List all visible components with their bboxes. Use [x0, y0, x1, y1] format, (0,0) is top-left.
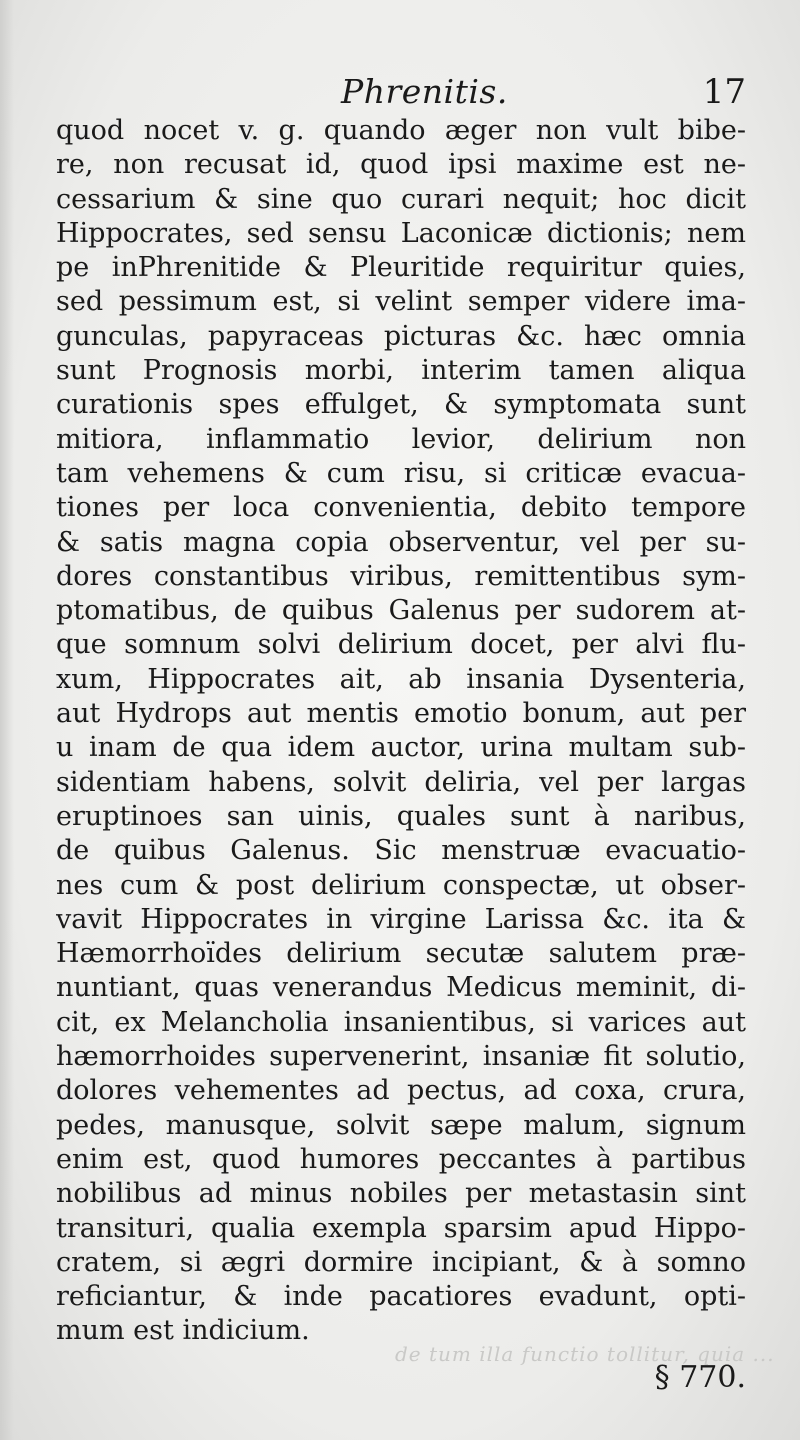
page-header — [56, 72, 746, 116]
text-line: sed pessimum est, si velint semper videre ima- — [56, 286, 746, 318]
catchword: § 770. — [654, 1360, 746, 1395]
text-line: sidentiam habens, solvit deliria, vel per largas — [56, 766, 746, 798]
text-line: tiones per loca convenientia, debito tempore — [56, 492, 746, 524]
text-line: que somnum solvi delirium docet, per alvi flu- — [56, 629, 746, 661]
text-line: de quibus Galenus. Sic menstruæ evacuatio- — [56, 835, 746, 867]
text-line: eruptinoes san uinis, quales sunt à naribus, — [56, 800, 746, 832]
text-line: nobilibus ad minus nobiles per metastasin sint — [56, 1178, 746, 1210]
text-line: cratem, si ægri dormire incipiant, & à somno — [56, 1246, 746, 1278]
running-title: Phrenitis. — [341, 72, 508, 111]
text-line: quod nocet v. g. quando æger non vult bibe- — [56, 115, 746, 146]
text-line: pe inPhrenitide & Pleuritide requiritur quies, — [56, 252, 746, 284]
text-line: pedes, manusque, solvit sæpe malum, signum — [56, 1109, 746, 1141]
text-line: re, non recusat id, quod ipsi maxime est ne- — [56, 149, 746, 181]
text-line: enim est, quod humores peccantes à partibus — [56, 1143, 746, 1175]
text-line: dores constantibus viribus, remittentibus sym- — [56, 560, 746, 592]
page-number: 17 — [702, 72, 746, 112]
text-line: Hippocrates, sed sensu Laconicæ dictionis; nem — [56, 217, 746, 249]
text-line: ptomatibus, de quibus Galenus per sudorem at- — [56, 595, 746, 627]
text-line: cessarium & sine quo curari nequit; hoc dicit — [56, 183, 746, 215]
text-line: mitiora, inflammatio levior, delirium non — [56, 423, 746, 455]
text-line: nes cum & post delirium conspectæ, ut obser- — [56, 869, 746, 901]
text-line: u inam de qua idem auctor, urina multam sub- — [56, 732, 746, 764]
text-line: Hæmorrhoïdes delirium secutæ salutem præ- — [56, 938, 746, 970]
page-edge-shadow — [0, 0, 14, 1440]
text-line: tam vehemens & cum risu, si criticæ evacua- — [56, 457, 746, 489]
text-line: mum est indicium. — [56, 1315, 310, 1347]
bleed-through-text: de tum illa functio tollitur, quia ... — [395, 1342, 775, 1366]
text-line: nuntiant, quas venerandus Medicus meminit, di- — [56, 972, 746, 1004]
text-line: sunt Prognosis morbi, interim tamen aliqua — [56, 355, 746, 387]
body-text — [56, 114, 746, 1349]
text-line: vavit Hippocrates in virgine Larissa &c. ita & — [56, 903, 746, 935]
text-line: xum, Hippocrates ait, ab insania Dysenteria, — [56, 663, 746, 695]
text-line: transituri, qualia exempla sparsim apud Hippo- — [56, 1212, 746, 1244]
text-line: cit, ex Melancholia insanientibus, si varices aut — [56, 1006, 746, 1038]
text-line: dolores vehementes ad pectus, ad coxa, crura, — [56, 1075, 746, 1107]
text-line: reficiantur, & inde pacatiores evadunt, opti- — [56, 1281, 746, 1313]
text-line: aut Hydrops aut mentis emotio bonum, aut per — [56, 698, 746, 730]
text-line: & satis magna copia observentur, vel per su- — [56, 526, 746, 558]
text-line: gunculas, papyraceas picturas &c. hæc omnia — [56, 320, 746, 352]
text-line: hæmorrhoides supervenerint, insaniæ fit solutio, — [56, 1041, 746, 1073]
text-line: curationis spes effulget, & symptomata sunt — [56, 389, 746, 421]
